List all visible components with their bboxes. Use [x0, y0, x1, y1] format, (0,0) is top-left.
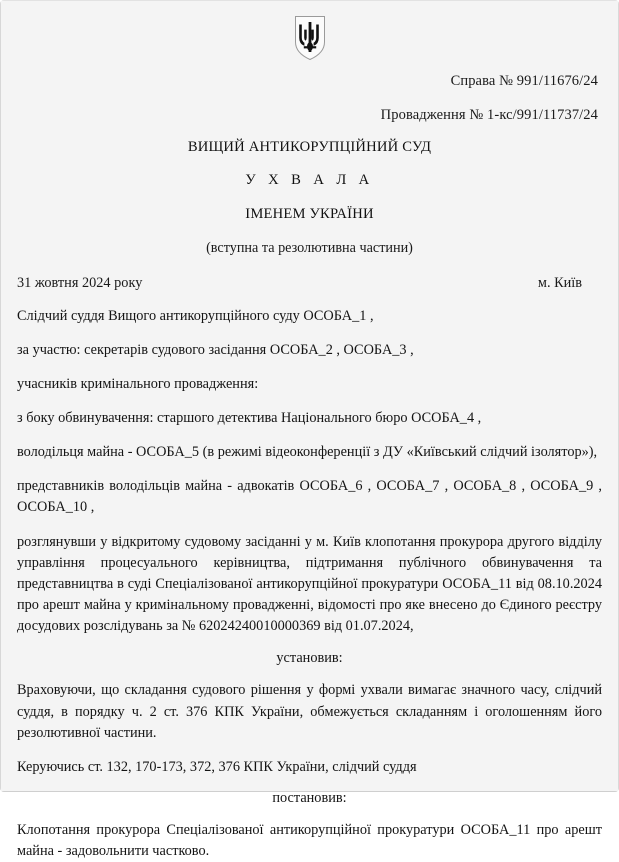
main-body-paragraph: розглянувши у відкритому судовому засіданні у м. Київ клопотання прокурора другого відділу управління процесуального керівництва, підтримання публічного обвинувачення та представництва в суді Спеціалізованої антикорупційної прокуратури ОСОБА_11 від 08.10.2024 про арешт майна у кримінальному провадженні, відомості про яке внесено до Єдиного реєстру досудових розслідувань за № 62024240010000369 від 01.07.2024, — [17, 533, 602, 635]
decision-type: У Х В А Л А — [245, 171, 374, 188]
ukraine-trident-coat-of-arms-icon — [293, 15, 327, 61]
judge-line: Слідчий суддя Вищого антикорупційного суду ОСОБА_1 , — [17, 307, 374, 324]
proceeding-number: Провадження № 1-кс/991/11737/24 — [380, 106, 598, 123]
date-city-row — [17, 275, 582, 292]
decided-heading: постановив: — [272, 790, 347, 806]
parts-note: (вступна та резолютивна частини) — [206, 239, 413, 256]
document-city: м. Київ — [537, 274, 582, 291]
document-page — [1, 1, 618, 860]
emblem-container — [15, 15, 604, 65]
prosecution-side-line: з боку обвинувачення: старшого детектива Національного бюро ОСОБА_4 , — [17, 409, 482, 426]
established-body: Враховуючи, що складання судового рішення у формі ухвали вимагає значного часу, слідчий суддя, в порядку ч. 2 ст. 376 КПК України, обмежується складанням і оголошенням його резолютивної частини. — [17, 682, 602, 741]
representatives-line: представників володільців майна - адвокатів ОСОБА_6 , ОСОБА_7 , ОСОБА_8 , ОСОБА_9 , ОСОБА_10 , — [17, 478, 602, 516]
participants-header: учасників кримінального провадження: — [17, 375, 259, 392]
court-name: ВИЩИЙ АНТИКОРУПЦІЙНИЙ СУД — [187, 138, 432, 155]
property-owner-line: володільця майна - ОСОБА_5 (в режимі відеоконференції з ДУ «Київський слідчий ізолятор»), — [17, 444, 598, 461]
document-date: 31 жовтня 2024 року — [17, 274, 143, 291]
secretaries-line: за участю: секретарів судового засідання ОСОБА_2 , ОСОБА_3 , — [17, 341, 414, 358]
established-heading: установив: — [276, 650, 343, 667]
decision-body: Клопотання прокурора Спеціалізованої антикорупційної прокуратури ОСОБА_11 про арешт майна - задовольнити частково. — [17, 822, 602, 860]
case-number: Справа № 991/11676/24 — [450, 73, 598, 89]
guided-by-line: Керуючись ст. 132, 170-173, 372, 376 КПК України, слідчий суддя — [17, 758, 417, 775]
in-name-of-ukraine: ІМЕНЕМ УКРАЇНИ — [245, 205, 374, 222]
